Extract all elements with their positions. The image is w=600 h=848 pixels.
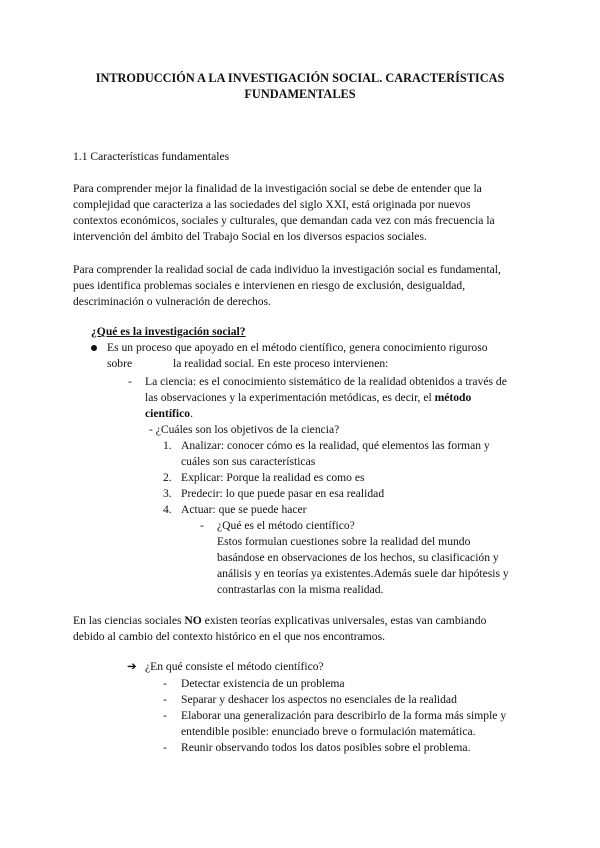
arrow-icon: ➔ (127, 660, 137, 673)
consiste-item-2: Separar y deshacer los aspectos no esenciales de la realidad (181, 693, 457, 706)
metodo-line-3: análisis y en teorías ya existentes.Además suele dar hipótesis y (217, 567, 509, 580)
question-heading (91, 324, 246, 340)
bullet-1-line-1: Es un proceso que apoyado en el método científico, genera conocimiento riguroso (107, 341, 488, 354)
metodo-question: ¿Qué es el método científico? (217, 519, 355, 532)
objetivo-2: Explicar: Porque la realidad es como es (181, 471, 365, 484)
metodo-line-4: contrastarlas con la misma realidad. (217, 583, 384, 596)
objetivo-4: Actuar: que se puede hacer (181, 503, 307, 516)
dash-marker: - (128, 375, 132, 388)
ciencia-line-1: La ciencia: es el conocimiento sistemático de la realidad obtenidos a través de (145, 375, 507, 388)
objetivo-1-line-2: cuáles son sus características (181, 455, 316, 468)
paragraph-3-post: existen teorías explicativas universales, estas van cambiando (201, 614, 487, 627)
objetivo-3: Predecir: lo que puede pasar en esa realidad (181, 487, 385, 500)
objetivos-question: - ¿Cuáles son los objetivos de la ciencia? (149, 423, 340, 436)
section-heading: 1.1 Características fundamentales (73, 150, 230, 163)
metodo-line-2: basándose en observaciones de los hechos, su clasificación y (217, 551, 499, 564)
document-title-line-1: INTRODUCCIÓN A LA INVESTIGACIÓN SOCIAL. CARACTERÍSTICAS (95, 71, 505, 85)
dash-marker: - (163, 741, 167, 754)
paragraph-1-line-2: complejidad que caracteriza a las sociedades del siglo XXI, está originada por nuevos (73, 198, 471, 211)
paragraph-2-line-1: Para comprender la realidad social de cada individuo la investigación social es fundamental, (73, 263, 501, 276)
document-title-line-2: FUNDAMENTALES (244, 87, 356, 101)
paragraph-2-line-2: pues identifica problemas sociales e intervienen en riesgo de exclusión, desigualdad, (73, 279, 466, 292)
metodo-line-1: Estos formulan cuestiones sobre la realidad del mundo (217, 535, 471, 548)
dash-marker: - (163, 693, 167, 706)
paragraph-3-line-2: debido al cambio del contexto histórico en el que nos encontramos. (73, 630, 385, 643)
list-number: 4. (163, 503, 172, 516)
consiste-item-4: Reunir observando todos los datos posibles sobre el problema. (181, 741, 471, 754)
consiste-item-3-line-2: entendible posible: enunciado breve o formulación matemática. (181, 725, 476, 738)
paragraph-1-line-1: Para comprender mejor la finalidad de la investigación social se debe de entender que la (73, 182, 482, 195)
bullet-1-line-2a: sobre (107, 357, 133, 370)
ciencia-end: . (190, 407, 193, 420)
consiste-question: ¿En qué consiste el método científico? (145, 660, 324, 673)
dash-marker: - (200, 519, 204, 532)
list-number: 2. (163, 471, 172, 484)
list-number: 1. (163, 439, 172, 452)
ciencia-bold-cientifico: científico (145, 407, 191, 420)
bullet-1-line-2b: la realidad social. En este proceso intervienen: (173, 357, 389, 370)
ciencia-line-2-text: las observaciones y la experimentación metódicas, es decir, el (145, 391, 435, 404)
list-number: 3. (163, 487, 172, 500)
paragraph-3-line-1 (73, 613, 486, 629)
ciencia-line-2 (145, 390, 471, 406)
objetivo-1-line-1: Analizar: conocer cómo es la realidad, qué elementos las forman y (181, 439, 490, 452)
consiste-item-1: Detectar existencia de un problema (181, 677, 345, 690)
dash-marker: - (163, 677, 167, 690)
ciencia-bold-metodo: método (434, 391, 472, 404)
paragraph-2-line-3: descriminación o vulneración de derechos. (73, 295, 271, 308)
question-heading-text: ¿Qué es la investigación social? (91, 325, 246, 338)
paragraph-3-bold: NO (184, 614, 202, 627)
paragraph-3-pre: En las ciencias sociales (73, 614, 185, 627)
paragraph-1-line-3: contextos económicos, sociales y culturales, que demandan cada vez con más frecuencia la (73, 214, 495, 227)
dash-marker: - (163, 709, 167, 722)
ciencia-line-3 (145, 406, 193, 422)
bullet-dot (91, 345, 97, 351)
consiste-item-3-line-1: Elaborar una generalización para describirlo de la forma más simple y (181, 709, 507, 722)
paragraph-1-line-4: intervención del ámbito del Trabajo Social en los diversos espacios sociales. (73, 230, 427, 243)
